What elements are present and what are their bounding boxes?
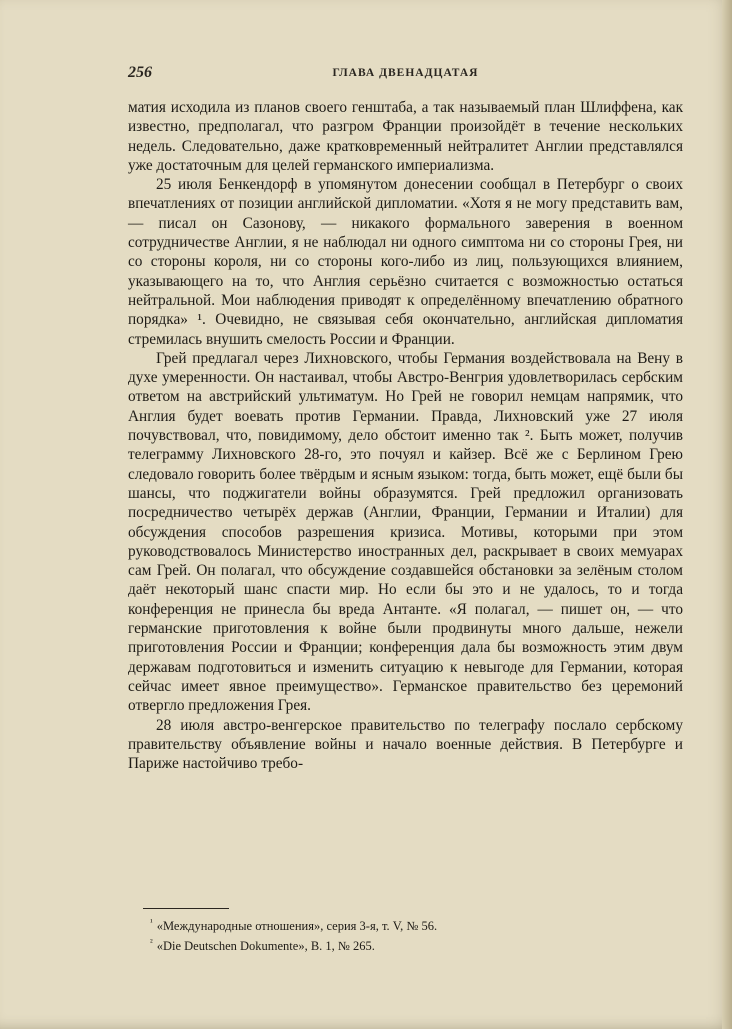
paragraph-war-declaration: 28 июля австро-венгерское правительство по телеграфу послало сербскому правительству объявление войны и начало военные действия. В Петербурге и Париже настойчиво требо-	[128, 716, 683, 773]
footnote-item	[150, 914, 670, 934]
footnote-text: «Die Deutschen Dokumente», B. 1, № 265.	[156, 939, 375, 954]
footnote-mark: ²	[150, 937, 153, 948]
body-text	[128, 98, 683, 773]
paragraph-continuation: матия исходила из планов своего генштаба, а так называемый план Шлиффена, как известно, предполагал, что разгром Франции произойдёт в течение нескольких недель. Следовательно, даже кратковременный нейтралитет Англии представлялся уже достаточным для целей германского империализма.	[128, 99, 683, 174]
footnotes	[150, 914, 670, 954]
paragraph-benckendorff: 25 июля Бенкендорф в упомянутом донесении сообщал в Петербург о своих впечатлениях от позиции английской дипломатии. «Хотя я не могу представить вам, — писал он Сазонову, — никакого формального заверения в военном сотрудничестве Англии, я не наблюдал ни одного симптома ни со стороны Грея, ни со стороны короля, ни со стороны кого-либо из лиц, пользующихся влиянием, указывающего на то, что Англия серьёзно считается с возможностью остаться нейтральной. Мои наблюдения приводят к определённому впечатлению обратного порядка» ¹. Очевидно, не связывая себя окончательно, английская дипломатия стремилась внушить смелость России и Франции.	[128, 176, 683, 348]
footnote-mark: ¹	[150, 917, 153, 927]
paragraph-grey-proposal: Грей предлагал через Лихновского, чтобы Германия воздействовала на Вену в духе умеренности. Он настаивал, чтобы Австро-Венгрия удовлетворилась сербским ответом на австрийский ультиматум. Но Грей не говорил немцам напрямик, что Англия будет воевать против Германии. Правда, Лихновский уже 27 июля почувствовал, что, повидимому, дело обстоит именно так ². Быть может, получив телеграмму Лихновского 28-го, это почуял и кайзер. Всё же с Берлином Грею следовало говорить более твёрдым и ясным языком: тогда, быть может, ещё были бы шансы, что поджигатели войны образумятся. Грей предложил организовать посредничество четырёх держав (Англии, Франции, Германии и Италии) для обсуждения способов разрешения кризиса. Мотивы, которыми при этом руководствовалось Министерство иностранных дел, раскрывает в своих мемуарах сам Грей. Он полагал, что обсуждение создавшейся обстановки за зелёным столом даёт некоторый шанс спасти мир. Но если бы это и не удалось, то и тогда конференция не принесла бы вреда Антанте. «Я полагал, — пишет он, — что германские приготовления к войне были продвинуты много дальше, нежели приготовления России и Франции; конференция дала бы возможность этим двум державам подготовиться и изменить ситуацию к невыгоде для Германии, которая сейчас имеет явное преимущество». Германское правительство без церемоний отвергло предложения Грея.	[128, 349, 683, 715]
running-title: ГЛАВА ДВЕНАДЦАТАЯ	[332, 67, 479, 79]
footnote-item	[150, 934, 670, 954]
footnote-separator	[143, 908, 229, 909]
page-header	[128, 64, 683, 88]
book-spine-shadow	[722, 0, 732, 1029]
footnote-text: «Международные отношения», серия 3-я, т. V, № 56.	[156, 919, 438, 934]
page-number: 256	[128, 64, 152, 81]
